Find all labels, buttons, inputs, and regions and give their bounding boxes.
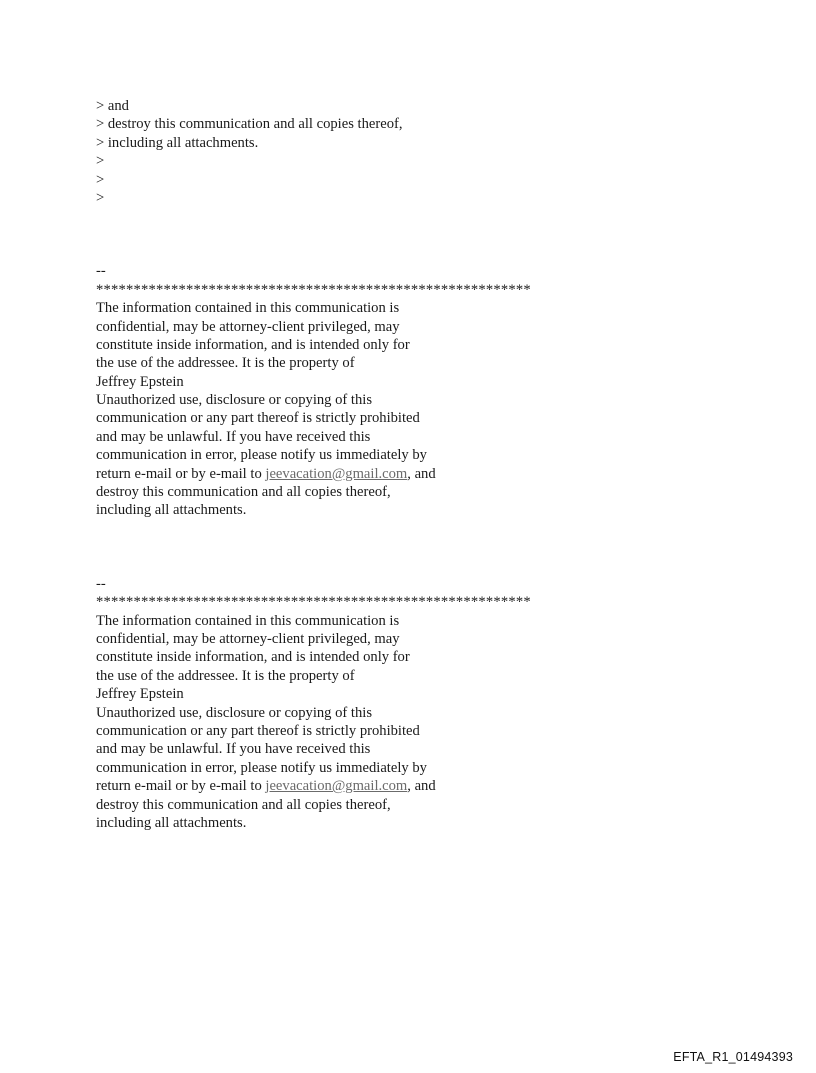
email-line-suffix: , and xyxy=(407,778,436,795)
disclaimer-line: Jeffrey Epstein xyxy=(96,686,184,703)
disclaimer-line: communication or any part thereof is strictly prohibited xyxy=(96,722,420,739)
quoted-line: > including all attachments. xyxy=(96,134,259,151)
disclaimer-email-line xyxy=(96,777,736,795)
email-link[interactable]: jeevacation@gmail.com xyxy=(265,465,408,482)
quoted-line: > xyxy=(96,189,105,206)
email-link[interactable]: jeevacation@gmail.com xyxy=(265,778,408,795)
disclaimer-line: including all attachments. xyxy=(96,502,247,519)
disclaimer-line: The information contained in this communication is xyxy=(96,300,400,317)
disclaimer-line: and may be unlawful. If you have received this xyxy=(96,741,371,758)
disclaimer-line: constitute inside information, and is intended only for xyxy=(96,649,410,666)
spacer xyxy=(96,520,736,575)
disclaimer-line: confidential, may be attorney-client privileged, may xyxy=(96,630,400,647)
email-line-suffix: , and xyxy=(407,465,436,482)
disclaimer-line: constitute inside information, and is intended only for xyxy=(96,336,410,353)
disclaimer-line: the use of the addressee. It is the property of xyxy=(96,667,355,684)
signature-separator: -- xyxy=(96,575,106,592)
quoted-text-block xyxy=(96,97,736,207)
quoted-line: > xyxy=(96,171,105,188)
spacer xyxy=(96,207,736,262)
quoted-line: > xyxy=(96,153,105,170)
email-line-prefix: return e-mail or by e-mail to xyxy=(96,465,266,482)
signature-separator: -- xyxy=(96,263,106,280)
email-line-prefix: return e-mail or by e-mail to xyxy=(96,778,266,795)
disclaimer-block xyxy=(96,262,736,519)
quoted-line: > destroy this communication and all copies thereof, xyxy=(96,116,403,133)
disclaimer-line: including all attachments. xyxy=(96,814,247,831)
quoted-line: > and xyxy=(96,98,129,114)
disclaimer-email-line xyxy=(96,465,736,483)
disclaimer-line: Jeffrey Epstein xyxy=(96,373,184,390)
disclaimer-line: destroy this communication and all copies thereof, xyxy=(96,796,391,813)
disclaimer-line: Unauthorized use, disclosure or copying of this xyxy=(96,704,373,721)
asterisk-divider: ********************************************************** xyxy=(96,594,531,611)
disclaimer-line: the use of the addressee. It is the property of xyxy=(96,355,355,372)
disclaimer-line: Unauthorized use, disclosure or copying of this xyxy=(96,392,373,409)
disclaimer-line: and may be unlawful. If you have received this xyxy=(96,428,371,445)
asterisk-divider: ********************************************************** xyxy=(96,281,531,298)
disclaimer-line: confidential, may be attorney-client privileged, may xyxy=(96,318,400,335)
document-id: EFTA_R1_01494393 xyxy=(673,1050,793,1064)
disclaimer-line: communication in error, please notify us immediately by xyxy=(96,759,427,776)
disclaimer-line: communication or any part thereof is strictly prohibited xyxy=(96,410,420,427)
disclaimer-line: communication in error, please notify us immediately by xyxy=(96,447,427,464)
disclaimer-block xyxy=(96,575,736,832)
disclaimer-line: The information contained in this communication is xyxy=(96,612,400,629)
email-document xyxy=(96,97,736,832)
disclaimer-line: destroy this communication and all copies thereof, xyxy=(96,484,391,501)
